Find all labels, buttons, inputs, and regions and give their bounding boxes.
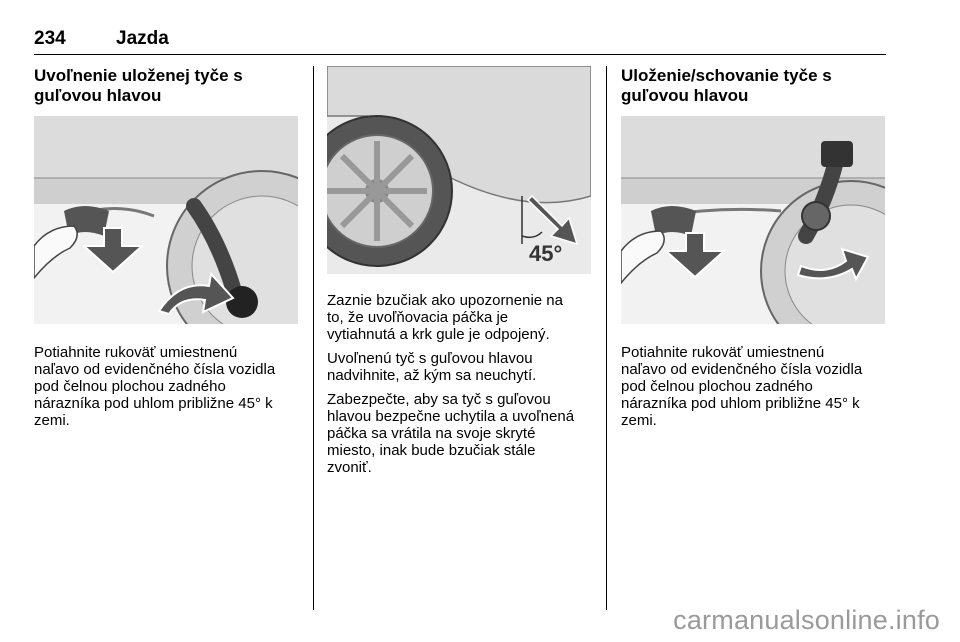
paragraph-storage-instructions: Potiahnite rukoväť umiestnenú naľavo od evidenčného čísla vozidla pod čelnou plochou zadného nárazníka pod uhlom približne 45° k zemi. [621,344,863,429]
illustration-release-handle [34,116,298,324]
page-header [34,28,886,55]
section-heading-storage: Uloženie/schovanie tyče s guľovou hlavou [621,66,832,105]
paragraph-release-instructions: Potiahnite rukoväť umiestnenú naľavo od evidenčného čísla vozidla pod čelnou plochou zadného nárazníka pod uhlom približne 45° k zemi. [34,344,276,429]
illustration-pull-angle [327,66,591,274]
column-divider-2 [606,66,607,610]
chapter-title: Jazda [116,28,169,49]
illustration-storage-handle [621,116,885,324]
section-heading-release: Uvoľnenie uloženej tyče s guľovou hlavou [34,66,243,105]
paragraph-secure-bar: Zabezpečte, aby sa tyč s guľovou hlavou bezpečne uchytila a uvoľnená páčka sa vrátila na svoje skryté miesto, inak bude bzučiak stále zvoniť. [327,391,575,476]
angle-label: 45° [529,241,563,266]
column-divider-1 [313,66,314,610]
paragraph-buzzer: Zaznie bzučiak ako upozornenie na to, že uvoľňovacia páčka je vytiahnutá a krk gule je odpojený. [327,292,563,343]
paragraph-lift-bar: Uvoľnenú tyč s guľovou hlavou nadvihnite, až kým sa neuchytí. [327,350,537,384]
watermark: carmanualsonline.info [673,605,940,635]
page-number: 234 [34,28,66,49]
